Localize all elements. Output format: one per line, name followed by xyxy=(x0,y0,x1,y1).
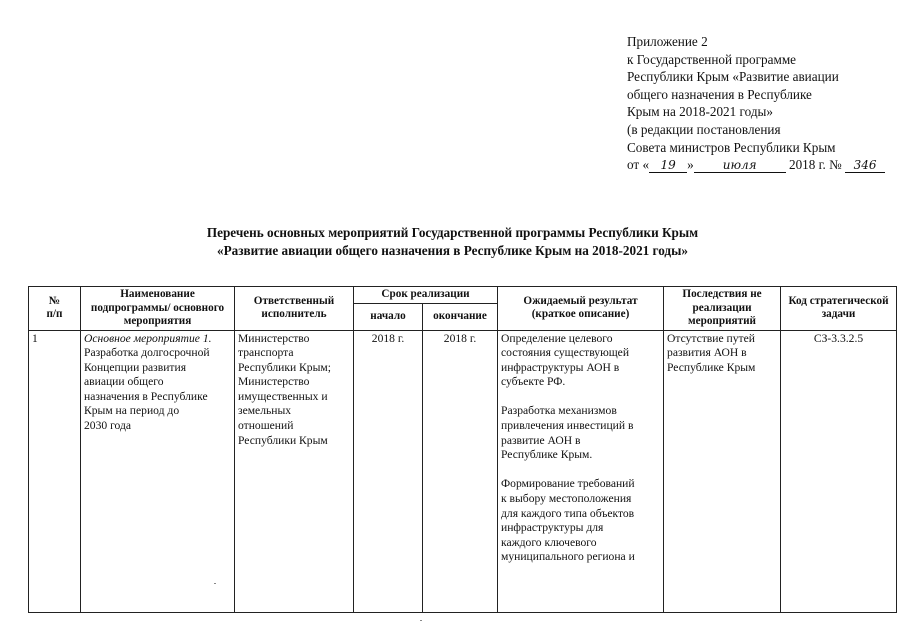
title-line-1: Перечень основных мероприятий Государственной программы Республики Крым xyxy=(206,225,699,240)
appendix-line: (в редакции постановления xyxy=(627,121,781,137)
appendix-block xyxy=(627,33,897,174)
appendix-line: Совета министров Республики Крым xyxy=(627,139,836,155)
cell-code: СЗ-3.3.2.5 xyxy=(781,330,897,612)
measure-text: Разработка долгосрочной Концепции развития авиации общего назначения в Республике Крым на период до 2030 года xyxy=(84,346,210,433)
document-title xyxy=(0,224,905,259)
header-number: № п/п xyxy=(29,287,81,331)
date-day-field: 19 xyxy=(649,159,687,173)
appendix-line: Крым на 2018-2021 годы» xyxy=(627,104,773,120)
appendix-line: Республики Крым «Развитие авиации xyxy=(627,69,839,85)
header-consequences: Последствия не реализации мероприятий xyxy=(664,287,781,331)
cell-name xyxy=(81,330,235,612)
table-row xyxy=(29,330,897,612)
scan-speck xyxy=(420,620,422,621)
measure-label: Основное мероприятие 1. xyxy=(84,331,212,345)
cell-end: 2018 г. xyxy=(423,330,498,612)
date-month-field: июля xyxy=(694,159,786,173)
header-period: Срок реализации xyxy=(354,287,498,304)
header-executor: Ответственный исполнитель xyxy=(235,287,354,331)
cell-result: Определение целевого состояния существующей инфраструктуры АОН в субъекте РФ. Разработка механизмов привлечения инвестиций в развитие АОН в Республике Крым. Формирование требований к выбору местоположения для каждого типа объектов инфраструктуры для каждого ключевого муниципального региона и xyxy=(498,330,664,612)
resolution-date-line xyxy=(627,156,897,174)
appendix-line: Приложение 2 xyxy=(627,34,708,49)
header-code: Код стратегической задачи xyxy=(781,287,897,331)
cell-start: 2018 г. xyxy=(354,330,423,612)
appendix-line: общего назначения в Республике xyxy=(627,86,812,102)
scan-speck xyxy=(214,583,216,584)
resolution-number-field: 346 xyxy=(845,159,885,173)
title-line-2: «Развитие авиации общего назначения в Республике Крым на 2018-2021 годы» xyxy=(217,242,688,258)
header-result: Ожидаемый результат (краткое описание) xyxy=(498,287,664,331)
header-name: Наименование подпрограммы/ основного мероприятия xyxy=(81,287,235,331)
cell-number: 1 xyxy=(29,330,81,612)
date-prefix: от « xyxy=(627,157,650,173)
cell-executor: Министерство транспорта Республики Крым; Министерство имущественных и земельных отношений Республики Крым xyxy=(235,330,354,612)
cell-consequences: Отсутствие путей развития АОН в Республике Крым xyxy=(664,330,781,612)
header-end: окончание xyxy=(423,303,498,330)
header-start: начало xyxy=(354,303,423,330)
date-year-label: 2018 г. № xyxy=(788,157,842,173)
date-separator: » xyxy=(687,157,694,173)
appendix-line: к Государственной программе xyxy=(627,51,797,67)
measures-table xyxy=(28,286,897,613)
